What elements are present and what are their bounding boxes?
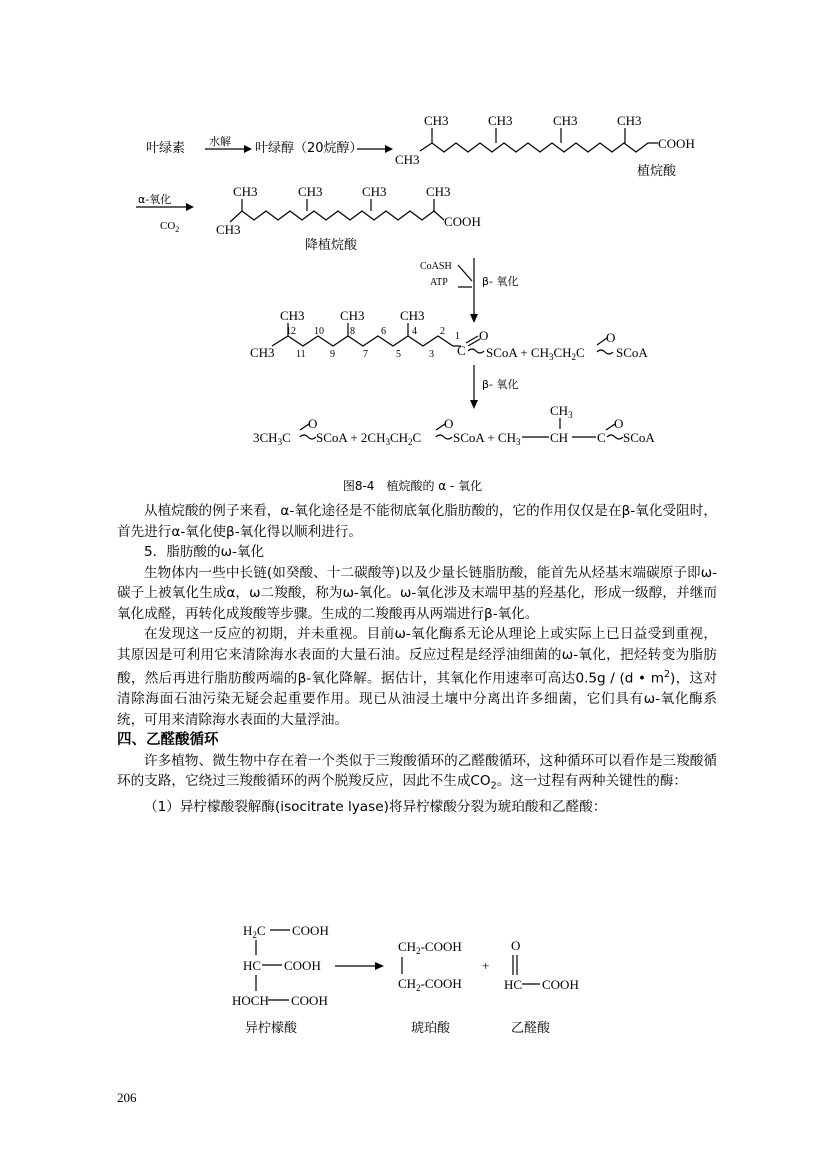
hydrolysis-label: 水解	[209, 135, 231, 148]
isobutyryl-o: O	[614, 416, 624, 431]
co2-label: $CO_2$	[160, 220, 180, 234]
beta-oxidation-label-2: β- 氧化	[482, 378, 519, 391]
pristanic-acid-chain	[230, 211, 444, 222]
carbon-number: 8	[350, 326, 355, 337]
isobutyryl-product-b: CH	[550, 430, 569, 445]
pristanic-ch3-2: CH3	[298, 184, 323, 199]
carbon-number: 3	[429, 349, 434, 360]
acyl-carbonyl-o: O	[479, 328, 489, 343]
isocitrate-cooh-3: COOH	[291, 993, 328, 1008]
pristanic-ch3-1: CH3	[233, 184, 258, 199]
carbon-number: 10	[314, 326, 324, 337]
paragraph-part: 。这一过程有两种关键性的酶：	[496, 773, 688, 790]
isobutyryl-scoa: SCoA	[623, 430, 655, 445]
coash-label: CoASH	[420, 261, 452, 272]
subscript: 2	[490, 780, 497, 792]
acetyl-o: O	[308, 416, 318, 431]
acyl-ch3-left: CH3	[250, 345, 275, 360]
acyl-scoa-product: SCoA + $CH_3CH_2C$	[486, 345, 585, 362]
isocitrate-label: 异柠檬酸	[245, 1021, 298, 1036]
acyl-ch3-3: CH3	[400, 308, 425, 323]
isocitrate-hc: HC	[243, 958, 262, 973]
propionyl-scoa: SCoA	[616, 345, 648, 360]
propionyl-o: O	[606, 330, 616, 345]
phytanic-acid-label: 植烷酸	[637, 164, 677, 179]
figure-caption: 图8-4 植烷酸的 α - 氧化	[342, 479, 483, 493]
paragraph-part: 在发现这一反应的初期，并未重视。目前ω-氧化酶系无论从理论上或实际上已日益受到重视，其原因是可利用它来清除海水表面的大量石油。反应过程是经浮油细菌的ω-氧化，把烃转变为脂肪酸，然后再进行脂肪酸两端的β-氧化降解。据估计，其氧化作用速率可高达0.5g / (d • m	[117, 626, 717, 687]
page-number: 206	[117, 1090, 137, 1105]
succinate-bottom: $CH_2$-COOH	[398, 976, 462, 993]
carbon-number: 11	[296, 349, 306, 360]
glyoxylate-label: 乙醛酸	[511, 1021, 551, 1036]
succinate-label: 琥珀酸	[411, 1021, 451, 1036]
propionyl-coa-product: SCoA + $2CH_3CH_2C$	[316, 430, 422, 447]
carbon-number: 5	[396, 349, 401, 360]
plus-sign: +	[482, 958, 490, 973]
acyl-ch3-2: CH3	[340, 308, 365, 323]
chlorophyll-label: 叶绿素	[146, 141, 186, 156]
paragraph-glyoxylate-cycle	[117, 751, 717, 798]
atp-label: ATP	[430, 277, 448, 288]
phytanic-cooh: COOH	[658, 136, 695, 151]
isobutyryl-product-a: SCoA + $CH_3$	[453, 430, 521, 447]
pristanic-ch3-4: CH3	[426, 184, 451, 199]
carbon-number: 4	[412, 326, 417, 337]
carbon-number: 2	[440, 326, 445, 337]
isocitrate-h2c: $H_2C$	[243, 923, 266, 940]
section-heading-glyoxylate-cycle: 四、乙醛酸循环	[117, 732, 219, 749]
isobutyryl-ch3-branch: $CH_3$	[550, 403, 573, 420]
acetyl-coa-product: $3CH_3C$	[253, 430, 291, 447]
figure-8-4	[0, 0, 825, 470]
isocitrate-lyase-reaction	[0, 918, 825, 1038]
acyl-carbonyl-c: C	[457, 343, 466, 358]
pristanic-cooh: COOH	[444, 214, 481, 229]
isocitrate-cooh-1: COOH	[292, 923, 329, 938]
phytanic-ch3-4: CH3	[617, 113, 642, 128]
carbon-number: 1	[455, 331, 460, 342]
paragraph-omega-application	[117, 624, 717, 730]
pristanic-acid-label: 降植烷酸	[305, 238, 358, 253]
carbon-number: 12	[286, 326, 296, 337]
phytanic-ch3-1: CH3	[424, 113, 449, 128]
body-text	[117, 501, 717, 818]
phytanic-ch3-2: CH3	[488, 113, 513, 128]
paragraph-omega-oxidation: 生物体内一些中长链(如癸酸、十二碳酸等)以及少量长链脂肪酸，能首先从烃基末端碳原子即ω-碳子上被氧化生成α，ω二羧酸，称为ω-氧化。ω-氧化涉及末端甲基的羟基化，形成一级醇，并继而氧化成醛，再转化成羧酸等步骤。生成的二羧酸再从两端进行β-氧化。	[117, 564, 717, 622]
alpha-oxidation-label: α-氧化	[138, 193, 172, 206]
phytanic-acid-chain	[420, 143, 658, 152]
phytanic-ch3-3: CH3	[553, 113, 578, 128]
superscript: 2	[663, 669, 671, 680]
subheading-omega-oxidation: 5．脂肪酸的ω-氧化	[144, 544, 265, 560]
paragraph-alpha-oxidation: 从植烷酸的例子来看，α-氧化途径是不能彻底氧化脂肪酸的，它的作用仅仅是在β-氧化受阻时，首先进行α-氧化使β-氧化得以顺利进行。	[117, 503, 717, 540]
beta-oxidation-label-1: β- 氧化	[482, 275, 519, 288]
succinate-top: $CH_2$-COOH	[398, 939, 462, 956]
carbon-number: 9	[330, 349, 335, 360]
phytol-label: 叶绿醇（20烷醇）	[255, 141, 363, 156]
reaction-1-heading: （1）异柠檬酸裂解酶(isocitrate lyase)将异柠檬酸分裂为琥珀酸和乙醛酸：	[144, 799, 607, 816]
carbon-number: 6	[381, 326, 386, 337]
glyoxylate-cooh: COOH	[542, 977, 579, 992]
pristanic-ch3-3: CH3	[362, 184, 387, 199]
isocitrate-cooh-2: COOH	[284, 958, 321, 973]
glyoxylate-hc: HC	[504, 977, 523, 992]
phytanic-ch3-left: CH3	[395, 152, 420, 167]
pristanic-ch3-left: CH3	[216, 222, 241, 237]
paragraph-part: 许多植物、微生物中存在着一个类似于三羧酸循环的乙醛酸循环，这种循环可以看作是三羧酸循环的支路，它绕过三羧酸循环的两个脱羧反应，因此不生成CO	[117, 752, 717, 790]
paragraph-part: )，这对清除海面石油污染无疑会起重要作用。现已从油浸土壤中分离出许多细菌，它们具有ω-氧化酶系统，可用来清除海水表面的大量浮油。	[117, 670, 717, 728]
carbon-number: 7	[363, 349, 368, 360]
glyoxylate-o: O	[511, 938, 521, 953]
isocitrate-hoch: HOCH	[232, 993, 269, 1008]
isobutyryl-c: C	[597, 430, 606, 445]
propionyl-o-2: O	[444, 416, 454, 431]
acyl-coa-chain	[272, 336, 461, 346]
acyl-ch3-1: CH3	[280, 308, 305, 323]
